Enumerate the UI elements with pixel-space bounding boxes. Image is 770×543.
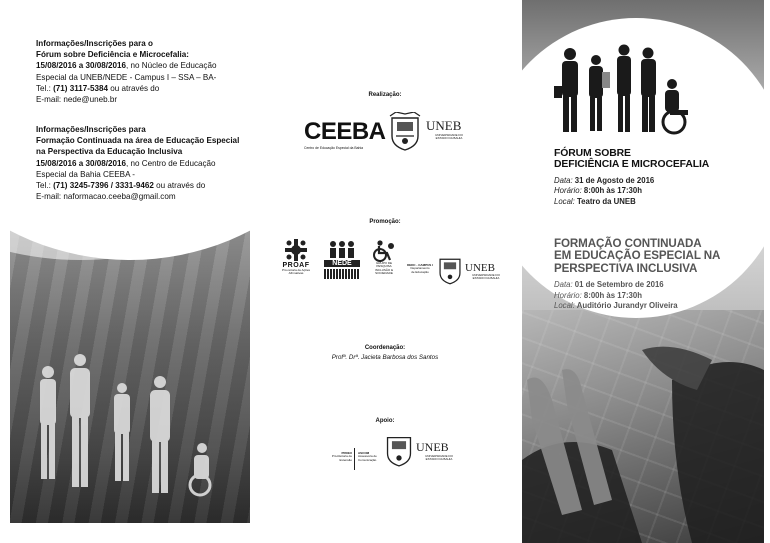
forum-registration-info: Informações/Inscrições para o Fórum sobre Deficiência e Microcefalia: 15/08/2016 a 30/08/2016, no Núcleo de Educação Especial da UNEB/NEDE - Campus I – SSA – BA- Tel.: (71) 3117-5384 ou através do E-mail: nede@uneb.br: [36, 38, 246, 105]
forum-time: 8:00h às 17:30h: [581, 186, 642, 196]
coordinator-name: Profª. Drª. Jacieta Barbosa dos Santos: [331, 354, 439, 361]
ascom-logo: ASCOM Assessoria de Comunicação: [358, 451, 377, 462]
nede-emblem-icon: [327, 240, 357, 258]
course-info-heading-3: na Perspectiva da Educação Inclusiva: [36, 147, 183, 157]
course-email: E-mail: naformacao.ceeba@gmail.com: [36, 192, 176, 202]
ceeba-logo: [304, 118, 386, 150]
proex-logo: PROEX Pró-Reitoria de Extensão: [331, 451, 352, 462]
uneb-logo-text: UNEB: [426, 118, 462, 133]
uneb-crest-promocao-icon: [437, 254, 463, 291]
course-registration-info: Informações/Inscrições para Formação Continuada na área de Educação Especial na Perspectiva da Educação Inclusiva 15/08/2016 a 30/08/2016, no Centro de Educação Especial da Bahia CEEBA - Tel.: (71) 3245-7396 / 3331-9462 ou através do E-mail: naformacao.ceeba@gmail.com: [36, 124, 246, 202]
middle-panel: [260, 0, 510, 543]
course-registration-location: Especial da Bahia CEEBA -: [36, 169, 135, 179]
course-registration-dates: 15/08/2016 a 30/08/2016: [36, 158, 127, 168]
course-info-heading-2: Formação Continuada na área de Educação Especial: [36, 136, 240, 146]
legs-photo-image: [522, 310, 764, 543]
course-info-heading-1: Informações/Inscrições para: [36, 125, 146, 134]
uneb-logo-promocao: UNEB UNIVERSIDADE DO ESTADO DA BAHIA: [465, 262, 500, 281]
course-event-block: FORMAÇÃO CONTINUADA EM EDUCAÇÃO ESPECIAL NA PERSPECTIVA INCLUSIVA Data: 01 de Setembro de 2016 Horário: 8:00h às 17:30h Local: Auditório Jurandyr Oliveira: [554, 238, 754, 312]
grupo-pesquisa-logo: GRUPO DE PESQUISA INCLUSÃO E SOCIEDADE: [366, 240, 402, 276]
left-panel: [10, 0, 250, 543]
course-title-line-2: EM EDUCAÇÃO ESPECIAL NA: [554, 249, 721, 263]
uneb-logo: UNEB UNIVERSIDADE DO ESTADO DA BAHIA: [426, 118, 472, 141]
promocao-label: Promoção:: [369, 219, 401, 225]
forum-phone: (71) 3117-5384: [53, 83, 108, 93]
forum-event-block: FÓRUM SOBRE DEFICIÊNCIA E MICROCEFALIA Data: 31 de Agosto de 2016 Horário: 8:00h às 17:30h Local: Teatro da UNEB: [554, 148, 754, 208]
course-phone: (71) 3245-7396 / 3331-9462: [53, 181, 154, 191]
course-time: 8:00h às 17:30h: [581, 290, 642, 300]
forum-registration-location: Especial da UNEB/NEDE - Campus I – SSA – BA-: [36, 72, 217, 82]
uneb-crest-icon: [388, 112, 422, 157]
dedc-logo: DEDC - CAMPUS I Departamento de Educação: [407, 263, 433, 274]
forum-info-heading-2: Fórum sobre Deficiência e Microcefalia:: [36, 50, 189, 60]
diverse-people-silhouettes-icon: [554, 44, 694, 136]
apoio-label: Apoio:: [375, 418, 395, 424]
proaf-logo-text: PROAF: [282, 262, 310, 269]
people-sitting-photo: [522, 310, 764, 543]
forum-info-heading-1: Informações/Inscrições para o: [36, 39, 153, 48]
forum-title-line-1: FÓRUM SOBRE: [554, 148, 631, 159]
nede-logo-text: NEDE: [324, 260, 360, 267]
forum-title-line-2: DEFICIÊNCIA E MICROCEFALIA: [554, 159, 710, 171]
realizacao-label: Realização:: [368, 92, 402, 98]
forum-email: E-mail: nede@uneb.br: [36, 95, 118, 105]
uneb-logo-apoio: UNEB UNIVERSIDADE DO ESTADO DA BAHIA: [416, 440, 453, 462]
nede-logo: [324, 240, 360, 279]
course-title-line-1: FORMAÇÃO CONTINUADA: [554, 237, 702, 250]
proaf-logo: PROAF Pró-reitoria de Ações Afirmativas: [276, 238, 316, 276]
right-panel: [522, 0, 764, 543]
uneb-crest-apoio-icon: [384, 432, 414, 473]
coordenacao-label: Coordenação:: [364, 345, 406, 351]
forum-location: Teatro da UNEB: [574, 197, 636, 206]
course-title-line-3: PERSPECTIVA INCLUSIVA: [554, 261, 698, 275]
wheelchair-emblem-icon: [371, 240, 397, 262]
ceeba-logo-text: CEEBA: [304, 118, 386, 145]
forum-registration-dates: 15/08/2016 a 30/08/2016: [36, 61, 127, 71]
ceeba-logo-subtitle: Centro de Educação Especial da Bahia: [304, 146, 363, 150]
course-location: Auditório Jurandyr Oliveira: [574, 301, 678, 311]
course-date: 01 de Setembro de 2016: [572, 280, 664, 290]
proaf-emblem-icon: [284, 238, 308, 262]
forum-date: 31 de Agosto de 2016: [572, 175, 655, 185]
